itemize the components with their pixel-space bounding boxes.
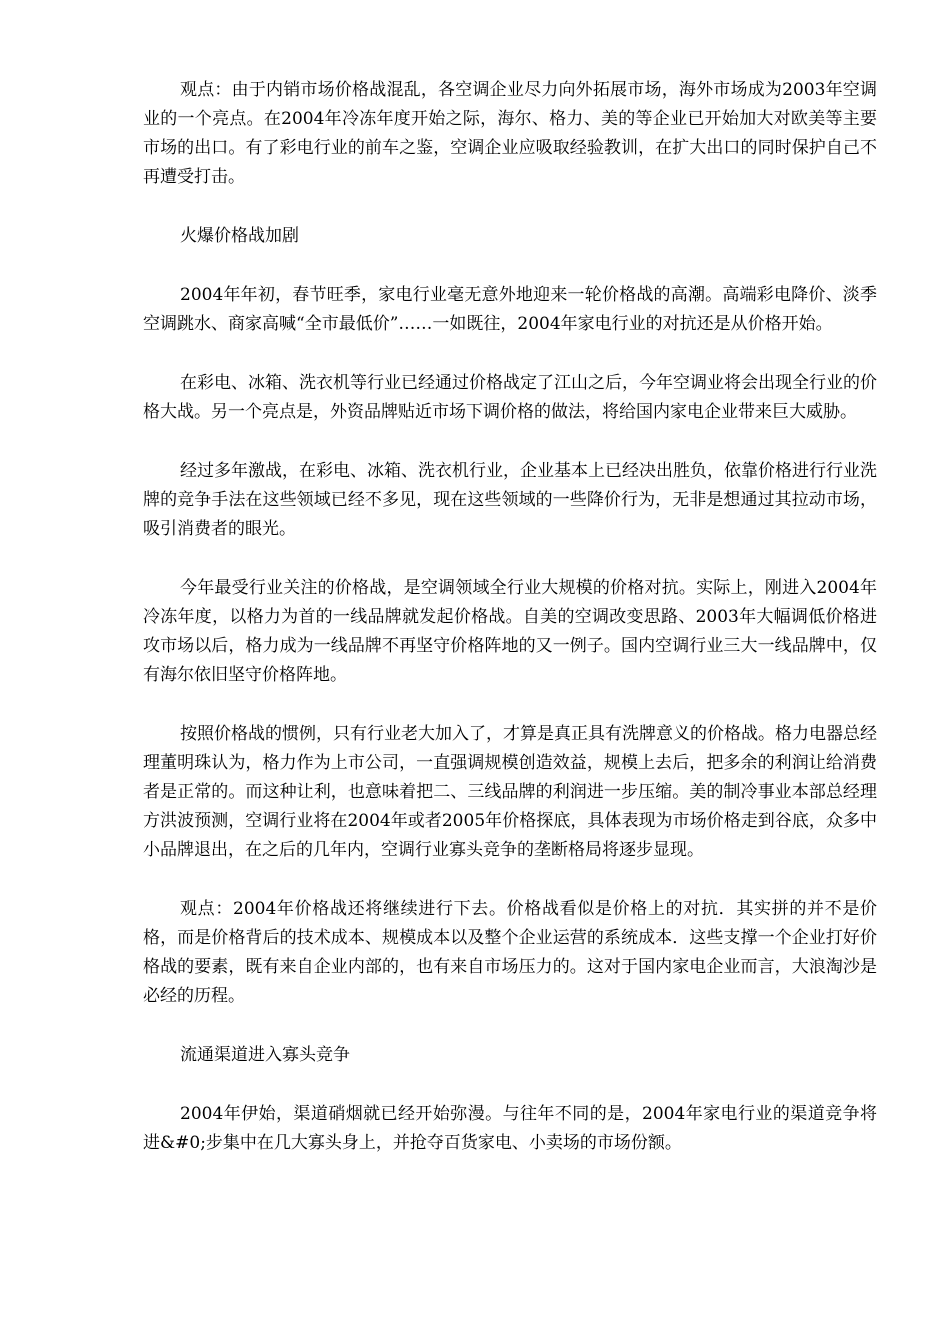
section-heading-price-war: 火爆价格战加剧 bbox=[180, 226, 299, 246]
paragraph-price-war-viewpoint: 观点：2004年价格战还将继续进行下去。价格战看似是价格上的对抗．其实拼的并不是价格，而是价格背后的技术成本、规模成本以及整个企业运营的系统成本．这些支撑一个企业打好价格战的要素，既有来自企业内部的，也有来自市场压力的。这对于国内家电企业而言，大浪淘沙是必经的历程。 bbox=[143, 899, 877, 1006]
section-heading-channels: 流通渠道进入寡头竞争 bbox=[180, 1045, 350, 1065]
paragraph-years-of-battle: 经过多年激战，在彩电、冰箱、洗衣机行业，企业基本上已经决出胜负，依靠价格进行行业洗牌的竞争手法在这些领域已经不多见，现在这些领域的一些降价行为，无非是想通过其拉动市场，吸引消费者的眼光。 bbox=[143, 461, 877, 539]
paragraph-most-watched: 今年最受行业关注的价格战，是空调领域全行业大规模的价格对抗。实际上，刚进入2004年冷冻年度，以格力为首的一线品牌就发起价格战。自美的空调改变思路、2003年大幅调低价格进攻市场以后，格力成为一线品牌不再坚守价格阵地的又一例子。国内空调行业三大一线品牌中，仅有海尔依旧坚守价格阵地。 bbox=[143, 578, 877, 685]
paragraph-early-2004: 2004年年初，春节旺季，家电行业毫无意外地迎来一轮价格战的高潮。高端彩电降价、淡季空调跳水、商家高喊“全市最低价”……一如既往，2004年家电行业的对抗还是从价格开始。 bbox=[143, 285, 877, 334]
paragraph-export-viewpoint: 观点：由于内销市场价格战混乱，各空调企业尽力向外拓展市场，海外市场成为2003年空调业的一个亮点。在2004年冷冻年度开始之际，海尔、格力、美的等企业已开始加大对欧美等主要市场的出口。有了彩电行业的前车之鉴，空调企业应吸取经验教训，在扩大出口的同时保护自己不再遭受打击。 bbox=[143, 80, 877, 187]
paragraph-industry-leaders: 按照价格战的惯例，只有行业老大加入了，才算是真正具有洗牌意义的价格战。格力电器总经理董明珠认为，格力作为上市公司，一直强调规模创造效益，规模上去后，把多余的利润让给消费者是正常的。而这种让利，也意味着把二、三线品牌的利润进一步压缩。美的制冷事业本部总经理方洪波预测，空调行业将在2004年或者2005年价格探底，具体表现为市场价格走到谷底，众多中小品牌退出，在之后的几年内，空调行业寡头竞争的垄断格局将逐步显现。 bbox=[143, 724, 877, 860]
paragraph-ac-price-war: 在彩电、冰箱、洗衣机等行业已经通过价格战定了江山之后，今年空调业将会出现全行业的价格大战。另一个亮点是，外资品牌贴近市场下调价格的做法，将给国内家电企业带来巨大威胁。 bbox=[143, 373, 877, 422]
paragraph-channel-competition: 2004年伊始，渠道硝烟就已经开始弥漫。与往年不同的是，2004年家电行业的渠道竞争将进&#0;步集中在几大寡头身上，并抢夺百货家电、小卖场的市场份额。 bbox=[143, 1104, 877, 1153]
document-page bbox=[143, 76, 877, 1188]
